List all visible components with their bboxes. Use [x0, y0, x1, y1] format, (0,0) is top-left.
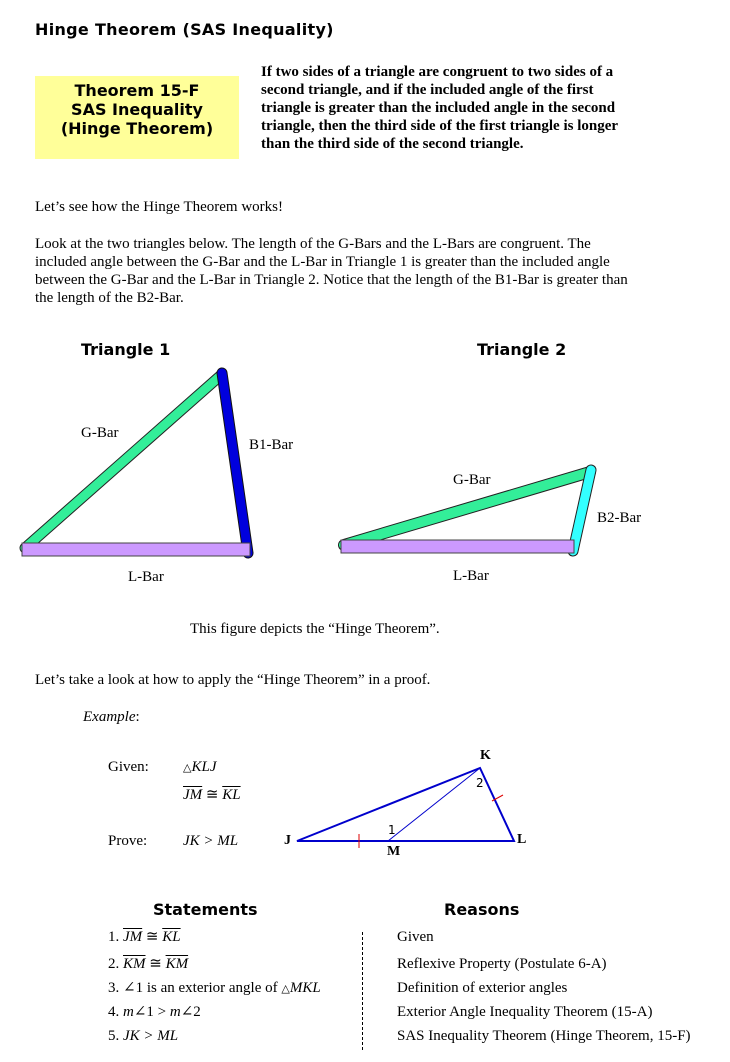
statement-1 — [108, 928, 181, 946]
congruent-symbol: ≅ — [142, 929, 163, 945]
example-label — [83, 709, 140, 726]
proof-divider — [362, 932, 363, 1050]
page-title: Hinge Theorem (SAS Inequality) — [35, 20, 334, 39]
statement-2 — [108, 955, 188, 973]
segment-km — [388, 768, 480, 841]
statement-number: 2. — [108, 956, 120, 972]
segment: $\overline{KL}$ — [162, 929, 181, 945]
figure-caption: This figure depicts the “Hinge Theorem”. — [190, 621, 440, 637]
given-segment-jm: $\overline{JM}$ — [183, 787, 203, 803]
point-k-label: K — [480, 748, 491, 763]
triangle2-l-bar — [341, 540, 574, 553]
point-m-label: M — [387, 844, 401, 859]
greater-than: > — [153, 1004, 170, 1020]
statement-number: 5. — [108, 1028, 120, 1044]
congruent-symbol: ≅ — [145, 956, 166, 972]
theorem-number: Theorem 15-F — [74, 81, 200, 100]
point-j-label: J — [284, 833, 291, 848]
given-segment-kl: $\overline{KL}$ — [222, 787, 241, 803]
measure-m: m — [169, 1004, 181, 1020]
example-word: Example — [83, 709, 136, 725]
statement-text: JK > ML — [123, 1028, 179, 1044]
triangle1-l-bar — [22, 543, 250, 556]
reason-2: Reflexive Property (Postulate 6-A) — [397, 956, 607, 972]
congruent-symbol: ≅ — [202, 787, 223, 803]
triangle1-g-label: G-Bar — [81, 425, 119, 441]
proof-intro-text: Let’s take a look at how to apply the “Hinge Theorem” in a proof. — [35, 672, 431, 688]
statement-4 — [108, 1003, 201, 1021]
explanation-text: Look at the two triangles below. The length of the G-Bars and the L-Bars are congruent. The included angle between the G-Bar and the L-Bar in Triangle 1 is greater than the included angle between the G-Bar and the L-Bar in Triangle 2. Notice that the length of the B1-Bar is greater than the length of the B2-Bar. — [35, 236, 628, 306]
triangle1-b1-label: B1-Bar — [249, 437, 294, 453]
reasons-header: Reasons — [444, 900, 520, 919]
triangle-name: MKL — [289, 980, 321, 996]
reason-1: Given — [397, 929, 434, 945]
statement-number: 1. — [108, 929, 120, 945]
angle-1-label: 1 — [388, 823, 396, 837]
prove-label: Prove: — [108, 833, 148, 849]
triangle-symbol: △ — [281, 983, 290, 995]
segment: $\overline{JM}$ — [123, 929, 143, 945]
angle-2-label: 2 — [476, 776, 484, 790]
angle-ref: ∠1 — [133, 1004, 154, 1020]
statement-number: 3. — [108, 980, 120, 996]
given-statement-1 — [183, 759, 216, 776]
triangle1-l-label: L-Bar — [128, 569, 164, 585]
prove-statement: JK > ML — [183, 833, 239, 849]
angle-ref: ∠1 — [123, 980, 144, 996]
triangle-symbol: △ — [183, 762, 192, 774]
theorem-name: SAS Inequality — [71, 100, 203, 119]
segment: $\overline{KM}$ — [123, 956, 146, 972]
example-colon: : — [135, 709, 140, 725]
given-statement-2 — [183, 785, 241, 804]
theorem-statement: If two sides of a triangle are congruent to two sides of a second triangle, and if the included angle of the first triangle is greater than the included angle in the second triangle, then the third side of the first triangle is longer than the third side of the second triangle. — [261, 64, 618, 152]
statements-header: Statements — [153, 900, 258, 919]
measure-m: m — [123, 1004, 134, 1020]
triangle1-title: Triangle 1 — [81, 340, 171, 359]
theorem-alt-name: (Hinge Theorem) — [60, 119, 214, 138]
segment: $\overline{KM}$ — [165, 956, 189, 972]
statement-5 — [108, 1027, 178, 1045]
intro-text: Let’s see how the Hinge Theorem works! — [35, 199, 283, 215]
point-l-label: L — [517, 832, 527, 847]
triangle2-l-label: L-Bar — [453, 568, 489, 584]
reason-4: Exterior Angle Inequality Theorem (15-A) — [397, 1004, 653, 1020]
triangle1-b1-bar-fill — [222, 373, 248, 553]
reason-5: SAS Inequality Theorem (Hinge Theorem, 15-F) — [397, 1028, 691, 1044]
statement-3 — [108, 979, 321, 998]
triangle2-g-label: G-Bar — [453, 472, 491, 488]
triangle2-b2-label: B2-Bar — [597, 510, 642, 526]
reason-3: Definition of exterior angles — [397, 980, 568, 996]
given-triangle-name: KLJ — [191, 759, 217, 775]
statement-text: is an exterior angle of — [143, 980, 282, 996]
triangle2-title: Triangle 2 — [477, 340, 567, 359]
triangle1-g-bar-fill — [25, 376, 220, 548]
statement-number: 4. — [108, 1004, 120, 1020]
given-label: Given: — [108, 759, 149, 775]
angle-ref: ∠2 — [180, 1004, 201, 1020]
